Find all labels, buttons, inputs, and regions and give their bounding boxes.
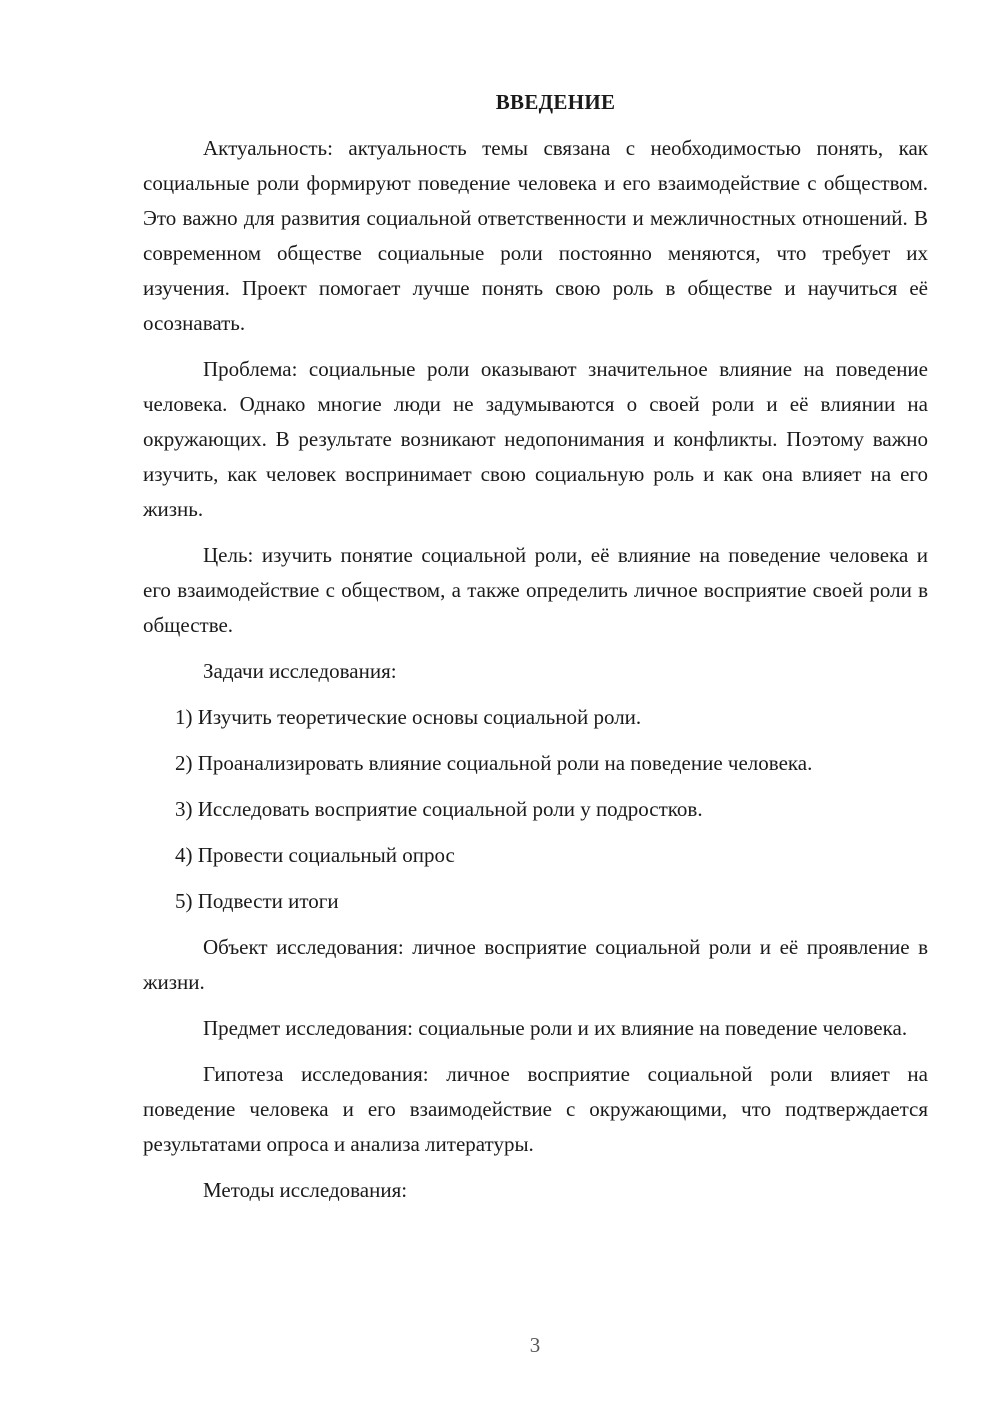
task-item: 1) Изучить теоретические основы социальной роли.: [175, 705, 642, 729]
hypothesis-paragraph: Гипотеза исследования: личное восприятие социальной роли влияет на поведение человека и его взаимодействие с окружающими, что подтверждается результатами опроса и анализа литературы.: [143, 1062, 928, 1156]
page-content: [143, 90, 928, 1208]
relevance-paragraph: Актуальность: актуальность темы связана с необходимостью понять, как социальные роли формируют поведение человека и его взаимодействие с обществом. Это важно для развития социальной ответственности и межличностных отношений. В современном обществе социальные роли постоянно меняются, что требует их изучения. Проект помогает лучше понять свою роль в обществе и научиться её осознавать.: [143, 136, 928, 335]
task-item: 2) Проанализировать влияние социальной роли на поведение человека.: [175, 751, 813, 775]
task-item: 5) Подвести итоги: [175, 889, 339, 913]
task-item: 4) Провести социальный опрос: [175, 843, 455, 867]
methods-heading: Методы исследования:: [203, 1178, 408, 1202]
goal-paragraph: Цель: изучить понятие социальной роли, её влияние на поведение человека и его взаимодействие с обществом, а также определить личное восприятие своей роли в обществе.: [143, 543, 928, 637]
object-paragraph: Объект исследования: личное восприятие социальной роли и её проявление в жизни.: [143, 935, 928, 994]
problem-paragraph: Проблема: социальные роли оказывают значительное влияние на поведение человека. Однако многие люди не задумываются о своей роли и её влиянии на окружающих. В результате возникают недопонимания и конфликты. Поэтому важно изучить, как человек воспринимает свою социальную роль и как она влияет на его жизнь.: [143, 357, 928, 521]
page-number: 3: [529, 1333, 541, 1357]
task-item: 3) Исследовать восприятие социальной роли у подростков.: [175, 797, 703, 821]
subject-paragraph: Предмет исследования: социальные роли и их влияние на поведение человека.: [203, 1016, 908, 1040]
tasks-heading: Задачи исследования:: [203, 659, 397, 683]
section-title: ВВЕДЕНИЕ: [495, 90, 616, 114]
